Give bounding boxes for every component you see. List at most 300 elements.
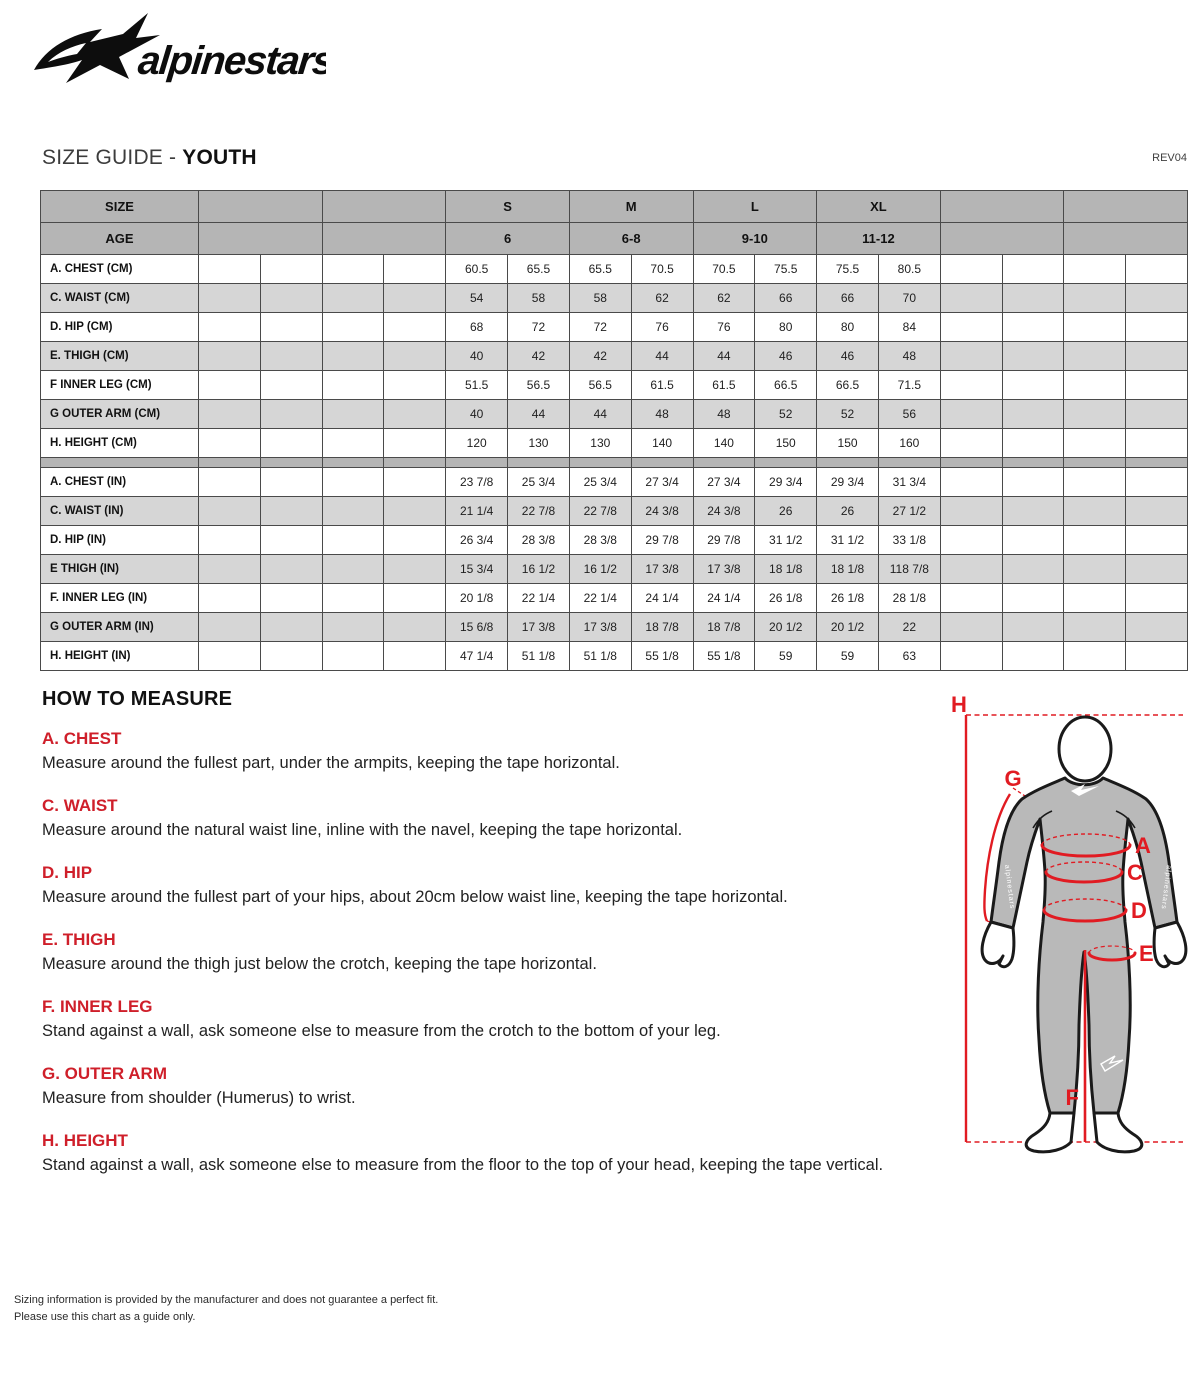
empty-cell — [940, 429, 1002, 458]
empty-cell — [1064, 497, 1126, 526]
empty-cell — [260, 342, 322, 371]
value-cell: 31 1/2 — [755, 526, 817, 555]
empty-cell — [384, 468, 446, 497]
value-cell: 18 7/8 — [631, 613, 693, 642]
value-cell: 58 — [569, 284, 631, 313]
value-cell: 40 — [446, 342, 508, 371]
empty-cell — [1126, 497, 1188, 526]
row-label: G OUTER ARM (CM) — [41, 400, 199, 429]
alpinestars-star-icon — [26, 8, 326, 100]
row-label: D. HIP (CM) — [41, 313, 199, 342]
empty-cell — [384, 313, 446, 342]
measure-section-text: Measure around the fullest part, under the armpits, keeping the tape horizontal. — [42, 754, 620, 772]
empty-cell — [1126, 400, 1188, 429]
row-label: A. CHEST (CM) — [41, 255, 199, 284]
empty-cell — [1064, 526, 1126, 555]
value-cell: 44 — [569, 400, 631, 429]
value-cell: 48 — [693, 400, 755, 429]
value-cell: 18 7/8 — [693, 613, 755, 642]
empty-cell — [260, 642, 322, 671]
empty-cell — [1002, 584, 1064, 613]
empty-cell — [384, 584, 446, 613]
empty-cell — [260, 613, 322, 642]
value-cell: 68 — [446, 313, 508, 342]
value-cell: 25 3/4 — [508, 468, 570, 497]
value-cell: 52 — [755, 400, 817, 429]
row-label: F. INNER LEG (IN) — [41, 584, 199, 613]
value-cell: 44 — [631, 342, 693, 371]
value-cell: 27 3/4 — [631, 468, 693, 497]
header-row-label: AGE — [41, 223, 199, 255]
empty-cell — [260, 255, 322, 284]
table-row — [41, 555, 1188, 584]
separator-cell — [1126, 458, 1188, 468]
value-cell: 55 1/8 — [631, 642, 693, 671]
empty-cell — [1002, 429, 1064, 458]
empty-cell — [1126, 284, 1188, 313]
value-cell: 29 3/4 — [755, 468, 817, 497]
value-cell: 20 1/8 — [446, 584, 508, 613]
figure-label-waist: C — [1127, 860, 1143, 885]
empty-cell — [1126, 371, 1188, 400]
value-cell: 140 — [693, 429, 755, 458]
measure-section — [42, 729, 932, 775]
table-header-row — [41, 223, 1188, 255]
row-label: G OUTER ARM (IN) — [41, 613, 199, 642]
value-cell: 24 1/4 — [693, 584, 755, 613]
value-cell: 26 1/8 — [817, 584, 879, 613]
row-label: H. HEIGHT (IN) — [41, 642, 199, 671]
empty-cell — [940, 468, 1002, 497]
measure-section — [42, 1131, 932, 1177]
empty-cell — [199, 584, 261, 613]
empty-cell — [1064, 400, 1126, 429]
value-cell: 51 1/8 — [569, 642, 631, 671]
empty-cell — [260, 400, 322, 429]
value-cell: 24 3/8 — [693, 497, 755, 526]
value-cell: 48 — [631, 400, 693, 429]
empty-cell — [1064, 555, 1126, 584]
separator-cell — [631, 458, 693, 468]
empty-cell — [1064, 371, 1126, 400]
empty-cell — [1064, 313, 1126, 342]
value-cell: 66.5 — [755, 371, 817, 400]
row-label: A. CHEST (IN) — [41, 468, 199, 497]
value-cell: 18 1/8 — [817, 555, 879, 584]
empty-cell — [1064, 468, 1126, 497]
value-cell: 80.5 — [878, 255, 940, 284]
size-col-header: L — [693, 191, 817, 223]
empty-cell — [1126, 342, 1188, 371]
empty-cell — [940, 191, 1064, 223]
empty-cell — [1064, 642, 1126, 671]
empty-cell — [384, 497, 446, 526]
empty-cell — [940, 371, 1002, 400]
empty-cell — [199, 342, 261, 371]
empty-cell — [322, 255, 384, 284]
separator-row — [41, 458, 1188, 468]
empty-cell — [940, 497, 1002, 526]
measure-section — [42, 796, 932, 842]
empty-cell — [1126, 555, 1188, 584]
table-row — [41, 342, 1188, 371]
row-label: C. WAIST (IN) — [41, 497, 199, 526]
empty-cell — [322, 642, 384, 671]
table-row — [41, 429, 1188, 458]
value-cell: 70.5 — [693, 255, 755, 284]
empty-cell — [940, 555, 1002, 584]
empty-cell — [199, 642, 261, 671]
empty-cell — [199, 313, 261, 342]
measurement-figure — [943, 690, 1198, 1270]
empty-cell — [199, 284, 261, 313]
value-cell: 58 — [508, 284, 570, 313]
empty-cell — [940, 613, 1002, 642]
value-cell: 17 3/8 — [569, 613, 631, 642]
empty-cell — [322, 313, 384, 342]
value-cell: 118 7/8 — [878, 555, 940, 584]
measure-section-heading: E. THIGH — [42, 930, 116, 949]
empty-cell — [1126, 429, 1188, 458]
empty-cell — [199, 497, 261, 526]
empty-cell — [1002, 642, 1064, 671]
value-cell: 42 — [508, 342, 570, 371]
value-cell: 26 — [817, 497, 879, 526]
empty-cell — [260, 555, 322, 584]
empty-cell — [1126, 584, 1188, 613]
body-diagram — [943, 690, 1198, 1270]
empty-cell — [1002, 613, 1064, 642]
figure-label-height: H — [951, 692, 967, 717]
separator-cell — [755, 458, 817, 468]
separator-cell — [322, 458, 384, 468]
value-cell: 56.5 — [508, 371, 570, 400]
table-row — [41, 613, 1188, 642]
separator-cell — [1002, 458, 1064, 468]
figure-head — [1059, 717, 1111, 781]
value-cell: 59 — [817, 642, 879, 671]
empty-cell — [384, 429, 446, 458]
revision-label: REV04 — [1152, 152, 1187, 164]
value-cell: 18 1/8 — [755, 555, 817, 584]
value-cell: 61.5 — [631, 371, 693, 400]
separator-cell — [940, 458, 1002, 468]
value-cell: 80 — [817, 313, 879, 342]
measure-section-heading: A. CHEST — [42, 729, 122, 748]
table-row — [41, 284, 1188, 313]
empty-cell — [260, 284, 322, 313]
value-cell: 44 — [508, 400, 570, 429]
value-cell: 29 7/8 — [693, 526, 755, 555]
empty-cell — [1064, 191, 1188, 223]
empty-cell — [940, 223, 1064, 255]
value-cell: 120 — [446, 429, 508, 458]
value-cell: 55 1/8 — [693, 642, 755, 671]
empty-cell — [384, 371, 446, 400]
how-to-measure-title: HOW TO MEASURE — [42, 688, 233, 710]
empty-cell — [260, 526, 322, 555]
value-cell: 150 — [817, 429, 879, 458]
figure-right-foot — [1094, 1113, 1142, 1152]
value-cell: 130 — [569, 429, 631, 458]
value-cell: 66 — [817, 284, 879, 313]
value-cell: 26 — [755, 497, 817, 526]
value-cell: 21 1/4 — [446, 497, 508, 526]
disclaimer — [14, 1292, 438, 1326]
empty-cell — [384, 555, 446, 584]
empty-cell — [940, 642, 1002, 671]
empty-cell — [322, 613, 384, 642]
separator-cell — [260, 458, 322, 468]
figure-label-outer-arm: G — [1004, 766, 1022, 791]
separator-cell — [41, 458, 199, 468]
value-cell: 62 — [693, 284, 755, 313]
value-cell: 23 7/8 — [446, 468, 508, 497]
value-cell: 66 — [755, 284, 817, 313]
separator-cell — [446, 458, 508, 468]
value-cell: 72 — [569, 313, 631, 342]
value-cell: 76 — [693, 313, 755, 342]
value-cell: 31 1/2 — [817, 526, 879, 555]
empty-cell — [199, 371, 261, 400]
empty-cell — [1126, 613, 1188, 642]
disclaimer-line1: Sizing information is provided by the manufacturer and does not guarantee a perfect fit. — [14, 1294, 439, 1306]
figure-label-chest: A — [1135, 833, 1151, 858]
value-cell: 27 1/2 — [878, 497, 940, 526]
table-row — [41, 313, 1188, 342]
row-label: D. HIP (IN) — [41, 526, 199, 555]
value-cell: 63 — [878, 642, 940, 671]
value-cell: 70.5 — [631, 255, 693, 284]
empty-cell — [322, 223, 446, 255]
empty-cell — [260, 468, 322, 497]
value-cell: 56 — [878, 400, 940, 429]
measure-section — [42, 1064, 932, 1110]
value-cell: 28 3/8 — [569, 526, 631, 555]
empty-cell — [322, 191, 446, 223]
empty-cell — [322, 284, 384, 313]
empty-cell — [384, 613, 446, 642]
empty-cell — [199, 223, 323, 255]
separator-cell — [384, 458, 446, 468]
alpinestars-logo — [26, 8, 326, 100]
empty-cell — [199, 429, 261, 458]
figure-label-hip: D — [1131, 898, 1147, 923]
right-forearm-logo: alpinestars — [1159, 864, 1172, 911]
row-label: H. HEIGHT (CM) — [41, 429, 199, 458]
empty-cell — [940, 584, 1002, 613]
empty-cell — [1064, 342, 1126, 371]
empty-cell — [384, 284, 446, 313]
empty-cell — [322, 468, 384, 497]
measure-section-heading: H. HEIGHT — [42, 1131, 128, 1150]
left-forearm-logo: alpinestars — [1003, 864, 1016, 910]
empty-cell — [1126, 313, 1188, 342]
table-row — [41, 371, 1188, 400]
value-cell: 16 1/2 — [508, 555, 570, 584]
empty-cell — [384, 342, 446, 371]
separator-cell — [199, 458, 261, 468]
separator-cell — [1064, 458, 1126, 468]
value-cell: 15 3/4 — [446, 555, 508, 584]
size-chart-table — [40, 190, 1188, 671]
logo-wordmark: alpinestars — [136, 39, 326, 83]
value-cell: 24 3/8 — [631, 497, 693, 526]
table-row — [41, 468, 1188, 497]
title-bold: YOUTH — [182, 146, 257, 169]
age-col-header: 6-8 — [569, 223, 693, 255]
figure-left-hand — [982, 922, 1014, 967]
empty-cell — [1002, 400, 1064, 429]
value-cell: 60.5 — [446, 255, 508, 284]
age-col-header: 11-12 — [817, 223, 941, 255]
value-cell: 15 6/8 — [446, 613, 508, 642]
value-cell: 46 — [755, 342, 817, 371]
value-cell: 59 — [755, 642, 817, 671]
value-cell: 84 — [878, 313, 940, 342]
empty-cell — [1002, 255, 1064, 284]
value-cell: 65.5 — [569, 255, 631, 284]
empty-cell — [1064, 584, 1126, 613]
empty-cell — [199, 613, 261, 642]
value-cell: 25 3/4 — [569, 468, 631, 497]
figure-label-inner-leg: F — [1065, 1085, 1079, 1110]
table-header-row — [41, 191, 1188, 223]
empty-cell — [1064, 613, 1126, 642]
empty-cell — [1064, 223, 1188, 255]
separator-cell — [693, 458, 755, 468]
size-col-header: XL — [817, 191, 941, 223]
empty-cell — [322, 555, 384, 584]
age-col-header: 9-10 — [693, 223, 817, 255]
size-col-header: M — [569, 191, 693, 223]
value-cell: 22 1/4 — [508, 584, 570, 613]
row-label: F INNER LEG (CM) — [41, 371, 199, 400]
value-cell: 47 1/4 — [446, 642, 508, 671]
value-cell: 20 1/2 — [817, 613, 879, 642]
table-row — [41, 497, 1188, 526]
empty-cell — [260, 371, 322, 400]
value-cell: 46 — [817, 342, 879, 371]
header-row-label: SIZE — [41, 191, 199, 223]
empty-cell — [384, 255, 446, 284]
separator-cell — [817, 458, 879, 468]
empty-cell — [1002, 371, 1064, 400]
row-label: E THIGH (IN) — [41, 555, 199, 584]
empty-cell — [940, 526, 1002, 555]
empty-cell — [260, 429, 322, 458]
value-cell: 24 1/4 — [631, 584, 693, 613]
value-cell: 16 1/2 — [569, 555, 631, 584]
value-cell: 29 3/4 — [817, 468, 879, 497]
value-cell: 51 1/8 — [508, 642, 570, 671]
value-cell: 66.5 — [817, 371, 879, 400]
value-cell: 28 1/8 — [878, 584, 940, 613]
empty-cell — [1002, 468, 1064, 497]
figure-label-thigh: E — [1139, 941, 1154, 966]
empty-cell — [199, 191, 323, 223]
empty-cell — [322, 429, 384, 458]
empty-cell — [260, 497, 322, 526]
value-cell: 26 1/8 — [755, 584, 817, 613]
measure-section-heading: G. OUTER ARM — [42, 1064, 167, 1083]
value-cell: 160 — [878, 429, 940, 458]
value-cell: 26 3/4 — [446, 526, 508, 555]
measure-section-text: Measure from shoulder (Humerus) to wrist. — [42, 1089, 356, 1107]
row-label: C. WAIST (CM) — [41, 284, 199, 313]
empty-cell — [322, 342, 384, 371]
value-cell: 76 — [631, 313, 693, 342]
empty-cell — [384, 526, 446, 555]
page-title — [42, 146, 257, 170]
empty-cell — [940, 255, 1002, 284]
measure-section — [42, 930, 932, 976]
table-row — [41, 642, 1188, 671]
value-cell: 42 — [569, 342, 631, 371]
empty-cell — [260, 584, 322, 613]
value-cell: 17 3/8 — [631, 555, 693, 584]
table-row — [41, 255, 1188, 284]
measure-section-heading: D. HIP — [42, 863, 93, 882]
empty-cell — [384, 642, 446, 671]
empty-cell — [940, 400, 1002, 429]
empty-cell — [322, 526, 384, 555]
value-cell: 33 1/8 — [878, 526, 940, 555]
empty-cell — [940, 313, 1002, 342]
value-cell: 80 — [755, 313, 817, 342]
empty-cell — [1064, 284, 1126, 313]
value-cell: 52 — [817, 400, 879, 429]
value-cell: 44 — [693, 342, 755, 371]
value-cell: 150 — [755, 429, 817, 458]
empty-cell — [199, 400, 261, 429]
measure-section-heading: F. INNER LEG — [42, 997, 153, 1016]
empty-cell — [260, 313, 322, 342]
value-cell: 56.5 — [569, 371, 631, 400]
empty-cell — [199, 526, 261, 555]
age-col-header: 6 — [446, 223, 570, 255]
value-cell: 20 1/2 — [755, 613, 817, 642]
empty-cell — [1002, 555, 1064, 584]
table-row — [41, 526, 1188, 555]
measure-section-text: Stand against a wall, ask someone else to measure from the floor to the top of your head, keeping the tape vertical. — [42, 1156, 884, 1174]
value-cell: 65.5 — [508, 255, 570, 284]
size-col-header: S — [446, 191, 570, 223]
empty-cell — [1002, 342, 1064, 371]
empty-cell — [1002, 313, 1064, 342]
measure-section — [42, 997, 932, 1043]
empty-cell — [1126, 468, 1188, 497]
figure-right-hand — [1154, 922, 1186, 967]
measure-section-text: Measure around the fullest part of your hips, about 20cm below waist line, keeping the tape horizontal. — [42, 888, 788, 906]
title-prefix: SIZE GUIDE - — [42, 146, 183, 169]
value-cell: 62 — [631, 284, 693, 313]
value-cell: 40 — [446, 400, 508, 429]
empty-cell — [199, 255, 261, 284]
empty-cell — [1002, 284, 1064, 313]
value-cell: 75.5 — [817, 255, 879, 284]
empty-cell — [1126, 642, 1188, 671]
figure-left-foot — [1026, 1113, 1074, 1152]
value-cell: 61.5 — [693, 371, 755, 400]
measure-section-heading: C. WAIST — [42, 796, 118, 815]
empty-cell — [1002, 526, 1064, 555]
value-cell: 17 3/8 — [693, 555, 755, 584]
value-cell: 22 — [878, 613, 940, 642]
value-cell: 22 1/4 — [569, 584, 631, 613]
empty-cell — [1002, 497, 1064, 526]
value-cell: 70 — [878, 284, 940, 313]
